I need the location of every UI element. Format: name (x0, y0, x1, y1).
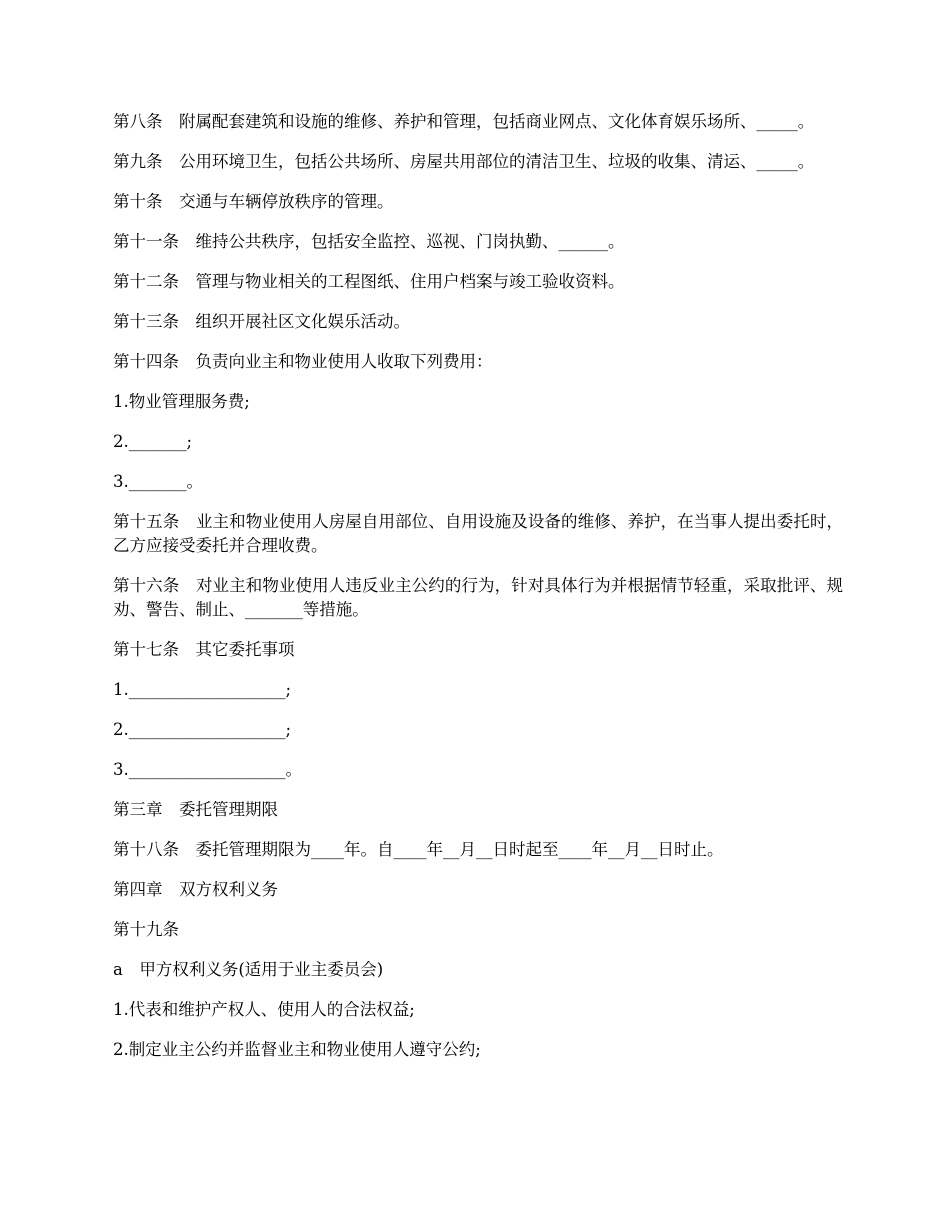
article-12: 第十二条 管理与物业相关的工程图纸、住用户档案与竣工验收资料。 (113, 272, 625, 291)
party-a-item-2: 2.制定业主公约并监督业主和物业使用人遵守公约; (113, 1040, 481, 1059)
fee-item-2: 2._______; (113, 432, 193, 451)
other-item-1: 1.___________________; (113, 680, 292, 699)
other-item-3: 3.___________________。 (113, 760, 302, 779)
article-19: 第十九条 (113, 920, 179, 939)
chapter-4-heading: 第四章 双方权利义务 (113, 880, 278, 899)
article-8: 第八条 附属配套建筑和设施的维修、养护和管理，包括商业网点、文化体育娱乐场所、_____。 (113, 112, 815, 131)
party-a-item-1: 1.代表和维护产权人、使用人的合法权益; (113, 1000, 415, 1019)
fee-item-1: 1.物业管理服务费; (113, 392, 250, 411)
article-17: 第十七条 其它委托事项 (113, 640, 295, 659)
article-15: 第十五条 业主和物业使用人房屋自用部位、自用设施及设备的维修、养护，在当事人提出委托时，乙方应接受委托并合理收费。 (113, 512, 843, 555)
document-body (113, 110, 843, 1078)
article-18: 第十八条 委托管理期限为____年。自____年__月__日时起至____年__月__日时止。 (113, 840, 724, 859)
article-9: 第九条 公用环境卫生，包括公共场所、房屋共用部位的清洁卫生、垃圾的收集、清运、_____。 (113, 152, 815, 171)
article-13: 第十三条 组织开展社区文化娱乐活动。 (113, 312, 410, 331)
fee-item-3: 3._______。 (113, 472, 203, 491)
other-item-2: 2.___________________; (113, 720, 292, 739)
article-10: 第十条 交通与车辆停放秩序的管理。 (113, 192, 394, 211)
party-a-rights-heading: a 甲方权利义务(适用于业主委员会) (113, 960, 384, 979)
chapter-3-heading: 第三章 委托管理期限 (113, 800, 278, 819)
article-14: 第十四条 负责向业主和物业使用人收取下列费用： (113, 352, 493, 371)
article-16: 第十六条 对业主和物业使用人违反业主公约的行为，针对具体行为并根据情节轻重，采取批评、规劝、警告、制止、_______等措施。 (113, 576, 843, 619)
article-11: 第十一条 维持公共秩序，包括安全监控、巡视、门岗执勤、______。 (113, 232, 625, 251)
